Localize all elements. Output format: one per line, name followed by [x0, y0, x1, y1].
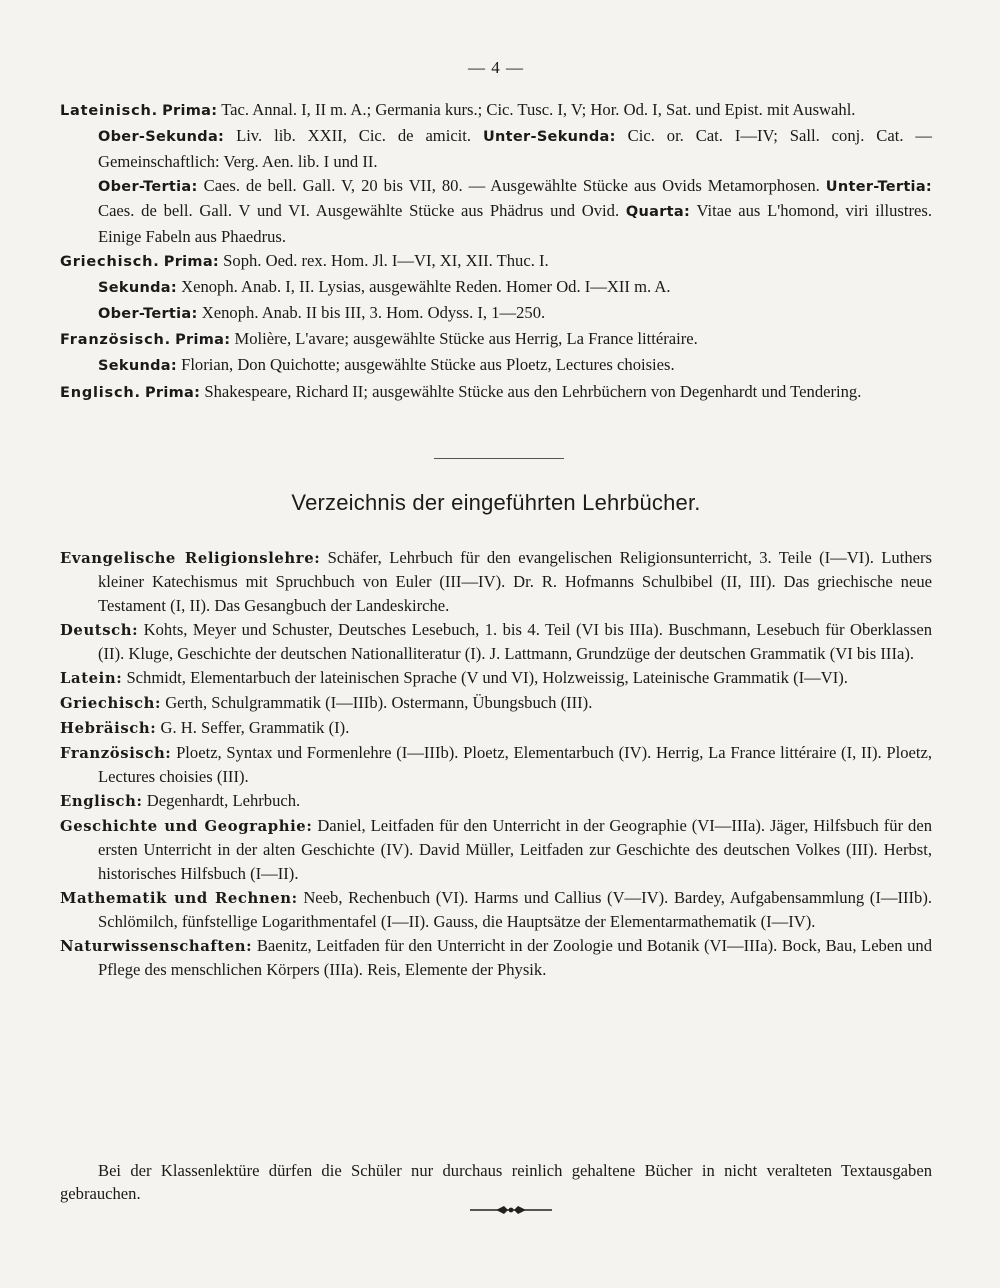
reading-entry-greek-obertertia	[60, 301, 932, 327]
reading-entry-english	[60, 380, 932, 406]
textbook-text: Ploetz, Syntax und Formenlehre (I—IIIb). Ploetz, Elementarbuch (IV). Herrig, La France littéraire (I, II). Ploetz, Lectures choisies (III).	[98, 742, 932, 787]
textbook-subject: Französisch:	[60, 744, 172, 762]
closing-note: Bei der Klassenlektüre dürfen die Schüler nur durchaus reinlich gehaltene Bücher in nicht veralteten Textausgaben gebrauchen.	[60, 1160, 932, 1204]
level-label: Ober-Tertia:	[98, 306, 198, 323]
textbook-text: Kohts, Meyer und Schuster, Deutsches Lesebuch, 1. bis 4. Teil (VI bis IIIa). Buschmann, Lesebuch für Oberklassen (II). Kluge, Geschichte der deutschen Nationalliteratur (I). J. Lattmann, Grundzüge der deutschen Grammatik (VI bis IIIa).	[98, 619, 933, 664]
textbook-entry	[60, 666, 932, 690]
reading-text: Xenoph. Anab. I, II. Lysias, ausgewählte Reden. Homer Od. I—XII m. A.	[181, 277, 671, 297]
textbook-subject: Englisch:	[60, 793, 143, 811]
level-label: Ober-Tertia:	[98, 178, 198, 195]
reading-text: Tac. Annal. I, II m. A.; Germania kurs.; Cic. Tusc. I, V; Hor. Od. I, Sat. und Epist. mit Auswahl.	[221, 100, 856, 119]
textbook-entry	[60, 741, 932, 789]
reading-text: Vitae aus L'homond, viri illustres. Einige Fabeln aus Phaedrus.	[98, 201, 932, 246]
textbook-entry	[60, 716, 932, 740]
section-divider	[434, 458, 564, 459]
reading-text: Liv. lib. XXII, Cic. de amicit.	[236, 126, 472, 146]
reading-entry-latin-obersekunda	[60, 124, 932, 173]
subject-heading: Griechisch.	[60, 254, 160, 271]
level-label: Prima:	[144, 384, 201, 401]
level-label: Sekunda:	[98, 280, 177, 297]
textbook-entry	[60, 618, 932, 666]
textbook-text: Degenhardt, Lehrbuch.	[146, 791, 301, 811]
textbook-subject: Latein:	[60, 670, 123, 688]
section-heading: Verzeichnis der eingeführten Lehrbücher.	[291, 490, 701, 515]
subject-heading: Französisch.	[60, 332, 171, 349]
reading-entry-greek-sekunda	[60, 275, 932, 301]
textbook-text: Daniel, Leitfaden für den Unterricht in der Geographie (VI—IIIa). Jäger, Hilfsbuch für den ersten Unterricht in der alten Geschichte (IV). David Müller, Leitfaden zur Geschichte des deutschen Volkes (III). Herbst, historisches Hilfsbuch (I—II).	[98, 815, 932, 883]
textbook-subject: Hebräisch:	[60, 719, 157, 737]
reading-text: Caes. de bell. Gall. V, 20 bis VII, 80. — Ausgewählte Stücke aus Ovids Metamorphosen.	[203, 175, 820, 195]
level-label: Unter-Tertia:	[825, 178, 933, 195]
reading-entry-greek	[60, 249, 932, 275]
textbook-text: Schmidt, Elementarbuch der lateinischen Sprache (V und VI), Holzweissig, Lateinische Grammatik (I—VI).	[126, 668, 848, 688]
level-label: Ober-Sekunda:	[98, 129, 225, 146]
textbook-text: Neeb, Rechenbuch (VI). Harms und Callius (V—IV). Bardey, Aufgabensammlung (I—IIIb). Schlömilch, fünfstellige Logarithmentafel (I—II). Gauss, die Hauptsätze der Elementarmathematik (I—IV).	[98, 887, 933, 932]
reading-entry-french	[60, 327, 932, 353]
reading-text: Florian, Don Quichotte; ausgewählte Stücke aus Ploetz, Lectures choisies.	[181, 355, 675, 375]
end-ornament-icon	[466, 1200, 556, 1220]
textbook-entry	[60, 691, 932, 715]
reading-text: Soph. Oed. rex. Hom. Jl. I—VI, XI, XII. Thuc. I.	[223, 251, 549, 271]
textbook-subject: Mathematik und Rechnen:	[60, 889, 298, 907]
textbook-entry	[60, 814, 932, 885]
reading-text: Molière, L'avare; ausgewählte Stücke aus Herrig, La France littéraire.	[234, 329, 698, 349]
level-label: Quarta:	[625, 204, 691, 221]
reading-text: Shakespeare, Richard II; ausgewählte Stücke aus den Lehrbüchern von Degenhardt und Tendering.	[204, 381, 862, 401]
textbook-text: Schäfer, Lehrbuch für den evangelischen Religionsunterricht, 3. Teile (I—VI). Luthers kleiner Katechismus mit Spruchbuch von Euler (III—IV). Dr. R. Hofmanns Schulbibel (II, III). Das griechische neue Testament (I, II). Das Gesangbuch der Landeskirche.	[98, 548, 932, 615]
textbook-text: G. H. Seffer, Grammatik (I).	[160, 717, 350, 737]
textbook-text: Baenitz, Leitfaden für den Unterricht in der Zoologie und Botanik (VI—IIIa). Bock, Bau, Leben und Pflege des menschlichen Körpers (IIIa). Reis, Elemente der Physik.	[98, 936, 932, 980]
textbook-subject: Griechisch:	[60, 694, 162, 712]
level-label: Sekunda:	[98, 358, 177, 375]
textbook-entry	[60, 886, 932, 934]
textbook-entry	[60, 789, 932, 813]
textbook-subject: Deutsch:	[60, 621, 139, 639]
reading-entry-latin-obertertia	[60, 174, 932, 249]
textbook-subject: Naturwissenschaften:	[60, 938, 253, 955]
readings-section	[60, 98, 932, 406]
textbook-subject: Evangelische Religionslehre:	[60, 550, 321, 567]
reading-text: Cic. or. Cat. I—IV; Sall. conj. Cat. — Gemeinschaftlich: Verg. Aen. lib. I und II.	[98, 126, 932, 171]
page-number: — 4 —	[468, 58, 524, 77]
level-label: Prima:	[175, 332, 231, 349]
subject-heading: Englisch.	[60, 384, 141, 401]
textbooks-section	[60, 546, 932, 982]
level-label: Prima:	[163, 254, 220, 271]
level-label: Unter-Sekunda:	[482, 129, 616, 146]
reading-text: Xenoph. Anab. II bis III, 3. Hom. Odyss. I, 1—250.	[201, 303, 546, 323]
reading-entry-french-sekunda	[60, 353, 932, 379]
level-label: Prima:	[162, 103, 218, 119]
textbook-subject: Geschichte und Geographie:	[60, 817, 313, 835]
textbook-entry	[60, 934, 932, 982]
textbook-text: Gerth, Schulgrammatik (I—IIIb). Ostermann, Übungsbuch (III).	[165, 692, 593, 712]
textbook-entry	[60, 546, 932, 617]
reading-text: Caes. de bell. Gall. V und VI. Ausgewählte Stücke aus Phädrus und Ovid.	[98, 201, 620, 221]
reading-entry-latin	[60, 98, 932, 124]
subject-heading: Lateinisch.	[60, 103, 158, 119]
